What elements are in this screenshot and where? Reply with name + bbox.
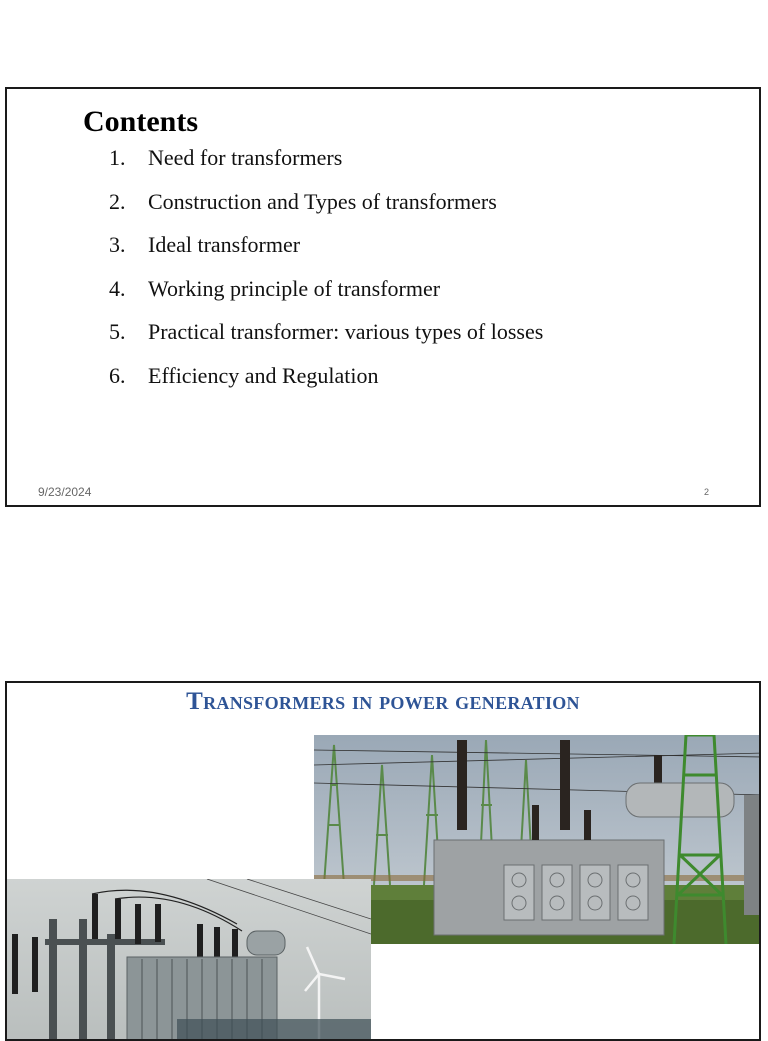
slide-contents [5,87,761,507]
slide-date: 9/23/2024 [38,485,92,499]
list-item [109,231,543,275]
list-item-text: Construction and Types of transformers [148,188,497,214]
list-item [109,188,543,232]
substation-wind-turbine-photo [7,879,371,1041]
list-item-text: Practical transformer: various types of losses [148,319,544,345]
list-item [109,362,543,406]
list-item-number: 5. [109,319,126,345]
list-item-text: Need for transformers [148,145,343,170]
slide-title: Transformers in power generation [186,688,580,715]
substation-transformer-photo [314,735,761,944]
list-item [109,144,543,188]
contents-list [109,144,543,406]
slide-title: Contents [83,105,199,138]
list-item-number: 6. [109,362,126,388]
list-item-number: 4. [109,275,126,301]
slide-number: 2 [703,487,709,497]
list-item-text: Ideal transformer [148,232,301,258]
slide-transformers-power-generation [5,681,761,1041]
list-item-text: Efficiency and Regulation [148,362,379,388]
list-item-text: Working principle of transformer [148,275,441,301]
list-item-number: 1. [109,145,126,170]
list-item-number: 3. [109,232,126,258]
list-item-number: 2. [109,188,126,214]
list-item [109,318,543,362]
list-item [109,275,543,319]
